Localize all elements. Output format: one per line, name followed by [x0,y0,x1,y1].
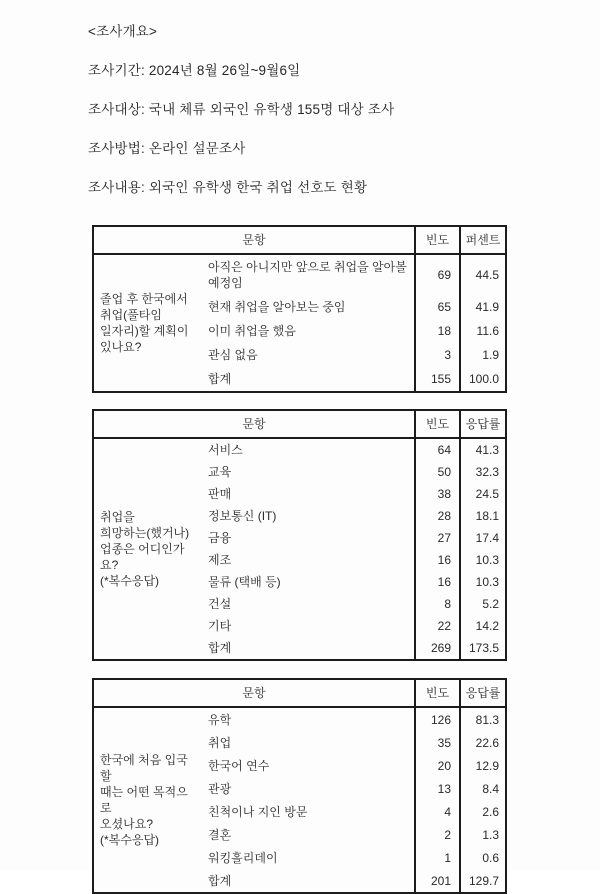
percent-cell: 41.9 [460,295,506,319]
table-row [93,438,506,461]
percent-cell: 129.7 [460,869,506,893]
frequency-cell: 20 [415,754,460,777]
answer-cell: 아직은 아니지만 앞으로 취업을 알아볼 예정임 [208,260,407,290]
frequency-cell: 269 [415,637,460,660]
table-header-row [93,226,506,254]
column-header-percent: 퍼센트 [460,226,506,254]
percent-cell: 100.0 [460,367,506,392]
frequency-cell: 1 [415,846,460,869]
answer-cell: 워킹홀리데이 [208,850,278,865]
table-row [93,254,506,295]
overview-line-period: 조사기간: 2024년 8월 26일~9월6일 [88,63,301,78]
percent-cell: 1.3 [460,823,506,846]
frequency-cell: 126 [415,707,460,731]
frequency-cell: 201 [415,869,460,893]
frequency-cell: 2 [415,823,460,846]
frequency-cell: 50 [415,461,460,483]
overview-line-method: 조사방법: 온라인 설문조사 [88,141,246,156]
frequency-cell: 64 [415,438,460,461]
answer-cell: 합계 [208,641,232,655]
column-header-percent: 응답률 [460,679,506,707]
percent-cell: 17.4 [460,527,506,549]
percent-cell: 8.4 [460,777,506,800]
answer-cell: 서비스 [208,443,243,457]
percent-cell: 14.2 [460,615,506,637]
answer-cell: 합계 [208,372,232,386]
frequency-cell: 22 [415,615,460,637]
frequency-cell: 13 [415,777,460,800]
survey-table [92,409,507,661]
percent-cell: 173.5 [460,637,506,660]
frequency-cell: 18 [415,319,460,343]
answer-cell: 판매 [208,487,232,501]
percent-cell: 1.9 [460,343,506,367]
overview-title: <조사개요> [88,24,158,39]
percent-cell: 5.2 [460,593,506,615]
percent-cell: 0.6 [460,846,506,869]
answer-cell: 정보통신 (IT) [208,509,277,523]
column-header-question: 문항 [93,410,415,438]
survey-table [92,225,507,393]
column-header-frequency: 빈도 [415,410,460,438]
question-cell: 취업을 희망하는(했거나) 업종은 어디인가요? (*복수응답) [100,510,190,588]
column-header-question: 문항 [93,679,415,707]
answer-cell: 취업 [208,735,232,750]
frequency-cell: 3 [415,343,460,367]
percent-cell: 24.5 [460,483,506,505]
answer-cell: 친척이나 지인 방문 [208,804,308,819]
frequency-cell: 27 [415,527,460,549]
percent-cell: 81.3 [460,707,506,731]
percent-cell: 41.3 [460,438,506,461]
percent-cell: 10.3 [460,549,506,571]
column-header-question: 문항 [93,226,415,254]
question-cell: 한국에 처음 입국할 때는 어떤 목적으로 오셨나요? (*복수응답) [100,753,188,847]
percent-cell: 32.3 [460,461,506,483]
answer-cell: 결혼 [208,827,232,842]
frequency-cell: 8 [415,593,460,615]
answer-cell: 기타 [208,619,232,633]
overview-line-content: 조사내용: 외국인 유학생 한국 취업 선호도 현황 [88,180,368,195]
percent-cell: 22.6 [460,731,506,754]
answer-cell: 물류 (택배 등) [208,575,281,589]
table-row [93,707,506,731]
frequency-cell: 155 [415,367,460,392]
answer-cell: 이미 취업을 했음 [208,324,296,338]
frequency-cell: 4 [415,800,460,823]
frequency-cell: 35 [415,731,460,754]
frequency-cell: 16 [415,571,460,593]
question-cell: 졸업 후 한국에서 취업(풀타임 일자리)할 계획이 있나요? [100,292,189,354]
column-header-percent: 응답률 [460,410,506,438]
percent-cell: 18.1 [460,505,506,527]
answer-cell: 관심 없음 [208,348,258,362]
frequency-cell: 65 [415,295,460,319]
frequency-cell: 38 [415,483,460,505]
frequency-cell: 16 [415,549,460,571]
percent-cell: 11.6 [460,319,506,343]
answer-cell: 현재 취업을 알아보는 중임 [208,300,346,314]
table-header-row [93,410,506,438]
column-header-frequency: 빈도 [415,679,460,707]
survey-table [92,678,507,894]
percent-cell: 44.5 [460,254,506,295]
table-header-row [93,679,506,707]
survey-overview [0,0,600,196]
frequency-cell: 28 [415,505,460,527]
answer-cell: 한국어 연수 [208,758,270,773]
survey-tables [0,225,600,894]
answer-cell: 교육 [208,465,232,479]
percent-cell: 10.3 [460,571,506,593]
answer-cell: 금융 [208,531,232,545]
overview-line-target: 조사대상: 국내 체류 외국인 유학생 155명 대상 조사 [88,102,395,117]
frequency-cell: 69 [415,254,460,295]
answer-cell: 합계 [208,873,232,888]
percent-cell: 12.9 [460,754,506,777]
answer-cell: 제조 [208,553,232,567]
answer-cell: 관광 [208,781,232,796]
column-header-frequency: 빈도 [415,226,460,254]
percent-cell: 2.6 [460,800,506,823]
answer-cell: 건설 [208,597,232,611]
answer-cell: 유학 [208,712,232,727]
